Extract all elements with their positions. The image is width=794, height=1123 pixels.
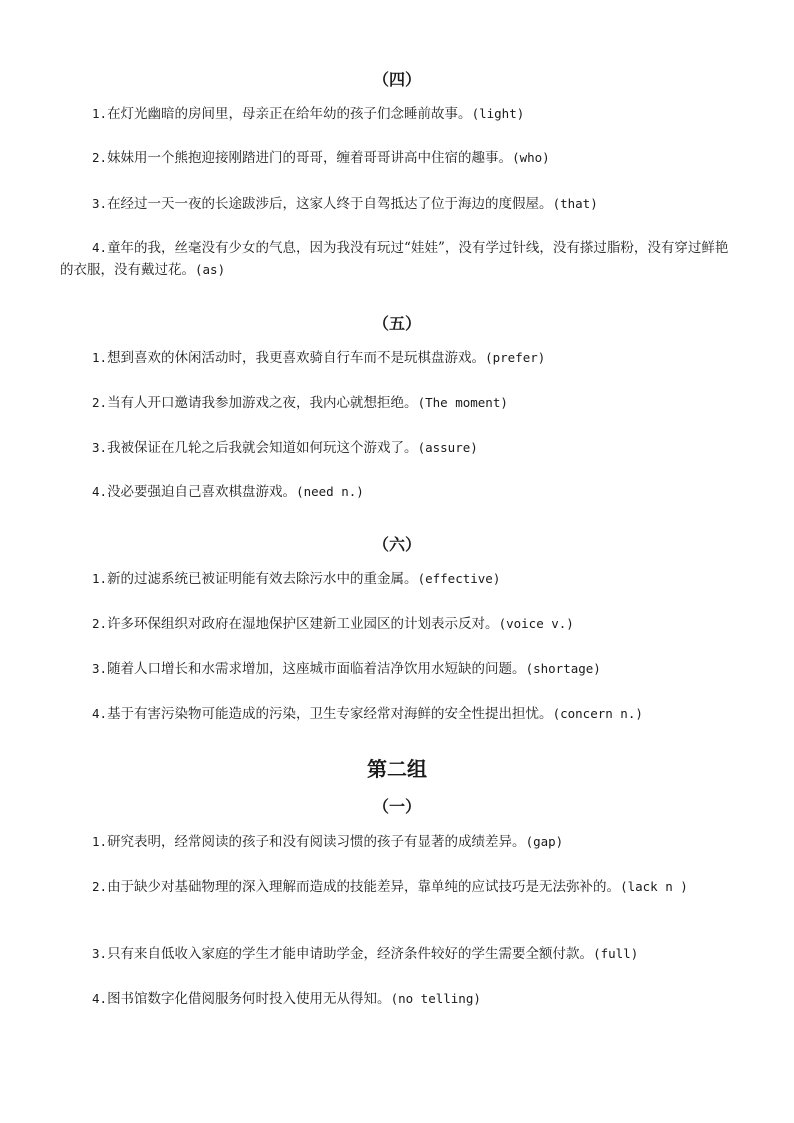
item-hint: (gap) — [525, 834, 564, 849]
item-text: 许多环保组织对政府在湿地保护区建新工业园区的计划表示反对。 — [107, 616, 499, 632]
item-text: 没必要强迫自己喜欢棋盘游戏。 — [107, 484, 297, 500]
item-number: 1. — [92, 106, 108, 121]
item-hint: (who) — [512, 150, 550, 165]
item-hint: (prefer) — [485, 350, 546, 365]
exercise-item — [60, 568, 740, 590]
item-number: 4. — [92, 706, 108, 721]
item-text: 研究表明，经常阅读的孩子和没有阅读习惯的孩子有显著的成绩差异。 — [107, 834, 526, 850]
item-number: 2. — [92, 150, 108, 165]
item-hint: (effective) — [417, 571, 501, 586]
item-hint: (lack n ) — [620, 879, 688, 894]
item-number: 2. — [92, 395, 108, 410]
exercise-item — [60, 876, 740, 898]
section-heading-4: （四） — [372, 70, 421, 89]
item-text: 想到喜欢的休闲活动时，我更喜欢骑自行车而不是玩棋盘游戏。 — [107, 350, 486, 366]
item-text: 妹妹用一个熊抱迎接刚踏进门的哥哥，缠着哥哥讲高中住宿的趣事。 — [107, 150, 513, 166]
item-hint: (The moment) — [417, 395, 508, 410]
exercise-item — [60, 658, 740, 680]
item-hint: (voice v.) — [498, 616, 574, 631]
exercise-item — [60, 193, 740, 215]
item-text: 在灯光幽暗的房间里，母亲正在给年幼的孩子们念睡前故事。 — [107, 106, 472, 122]
exercise-item — [60, 103, 740, 125]
section-heading-5: （五） — [372, 314, 421, 333]
group-title: 第二组 — [367, 757, 427, 781]
item-number: 3. — [92, 661, 108, 676]
exercise-item — [60, 613, 740, 635]
item-text: 只有来自低收入家庭的学生才能申请助学金，经济条件较好的学生需要全额付款。 — [107, 946, 594, 962]
item-number: 3. — [92, 440, 108, 455]
item-text: 新的过滤系统已被证明能有效去除污水中的重金属。 — [107, 571, 418, 587]
item-hint: (shortage) — [525, 661, 601, 676]
exercise-item — [60, 237, 740, 281]
exercise-item — [60, 988, 740, 1010]
item-hint: (need n.) — [296, 484, 364, 499]
item-hint: (full) — [593, 946, 639, 961]
item-number: 4. — [92, 991, 108, 1006]
item-hint: (light) — [471, 106, 525, 121]
item-hint: (concern n.) — [552, 706, 643, 721]
item-number: 1. — [92, 571, 108, 586]
item-number: 2. — [92, 879, 108, 894]
exercise-item — [60, 481, 740, 503]
item-text: 图书馆数字化借阅服务何时投入使用无从得知。 — [107, 991, 391, 1007]
exercise-item — [60, 943, 740, 965]
section-heading-6: （六） — [372, 535, 421, 554]
item-hint: (as) — [195, 262, 226, 277]
item-number: 1. — [92, 834, 108, 849]
exercise-item — [60, 347, 740, 369]
item-text: 当有人开口邀请我参加游戏之夜，我内心就想拒绝。 — [107, 395, 418, 411]
item-number: 4. — [92, 484, 108, 499]
item-text: 童年的我，丝毫没有少女的气息，因为我没有玩过“娃娃”，没有学过针线，没有搽过脂粉，没有穿过鲜艳的衣服，没有戴过花。 — [60, 240, 729, 278]
item-hint: (assure) — [417, 440, 478, 455]
item-number: 1. — [92, 350, 108, 365]
exercise-item — [60, 831, 740, 853]
item-number: 2. — [92, 616, 108, 631]
item-hint: (no telling) — [390, 991, 481, 1006]
exercise-item — [60, 147, 740, 169]
item-number: 4. — [92, 240, 108, 255]
item-text: 我被保证在几轮之后我就会知道如何玩这个游戏了。 — [107, 440, 418, 456]
exercise-item — [60, 703, 740, 725]
item-text: 由于缺少对基础物理的深入理解而造成的技能差异，靠单纯的应试技巧是无法弥补的。 — [107, 879, 621, 895]
item-number: 3. — [92, 946, 108, 961]
item-text: 随着人口增长和水需求增加，这座城市面临着洁净饮用水短缺的问题。 — [107, 661, 526, 677]
item-hint: (that) — [552, 196, 598, 211]
item-text: 在经过一天一夜的长途跋涉后，这家人终于自驾抵达了位于海边的度假屋。 — [107, 196, 553, 212]
section-heading-1: （一） — [372, 797, 421, 816]
item-number: 3. — [92, 196, 108, 211]
item-text: 基于有害污染物可能造成的污染，卫生专家经常对海鲜的安全性提出担忧。 — [107, 706, 553, 722]
exercise-item — [60, 437, 740, 459]
exercise-item — [60, 392, 740, 414]
